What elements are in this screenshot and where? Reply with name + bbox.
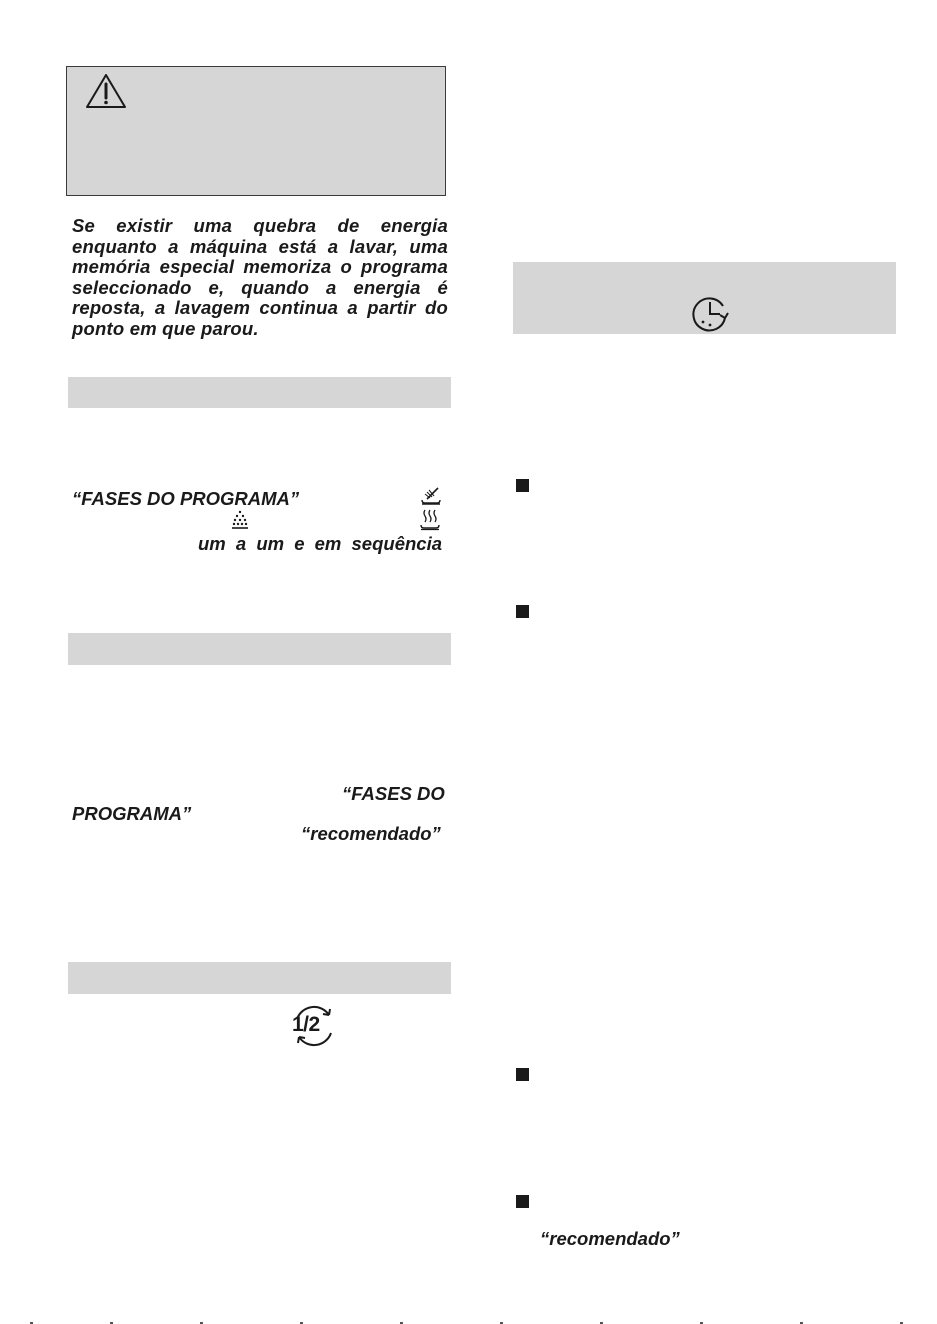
fases-do-label: “FASES DO <box>342 783 445 804</box>
section-header-bar-2 <box>68 633 451 665</box>
half-load-icon-text: 1/2 <box>292 1013 320 1036</box>
half-load-icon <box>289 1005 339 1047</box>
warning-triangle-icon <box>84 72 128 110</box>
dry-icon <box>418 507 442 531</box>
bullet-square-3 <box>516 1068 529 1081</box>
fases-do-programa-label: “FASES DO PROGRAMA” <box>72 488 300 509</box>
programa-label: PROGRAMA” <box>72 803 192 824</box>
bullet-square-4 <box>516 1195 529 1208</box>
section-header-bar-1 <box>68 377 451 408</box>
bullet-square-1 <box>516 479 529 492</box>
delay-start-clock-icon <box>690 294 730 334</box>
prewash-icon <box>418 484 444 506</box>
power-failure-note: Se existir uma quebra de energia enquanto a máquina está a lavar, uma memória especial memoriza o programa seleccionado e, quando a energia é reposta, a lavagem continua a partir do ponto em que parou. <box>72 215 448 339</box>
section-header-bar-3 <box>68 962 451 994</box>
wash-icon <box>229 508 251 530</box>
recomendado-label-right: “recomendado” <box>540 1228 680 1249</box>
bullet-square-2 <box>516 605 529 618</box>
recomendado-label-left: “recomendado” <box>301 823 441 844</box>
sequence-label: um a um e em sequência <box>198 533 443 554</box>
